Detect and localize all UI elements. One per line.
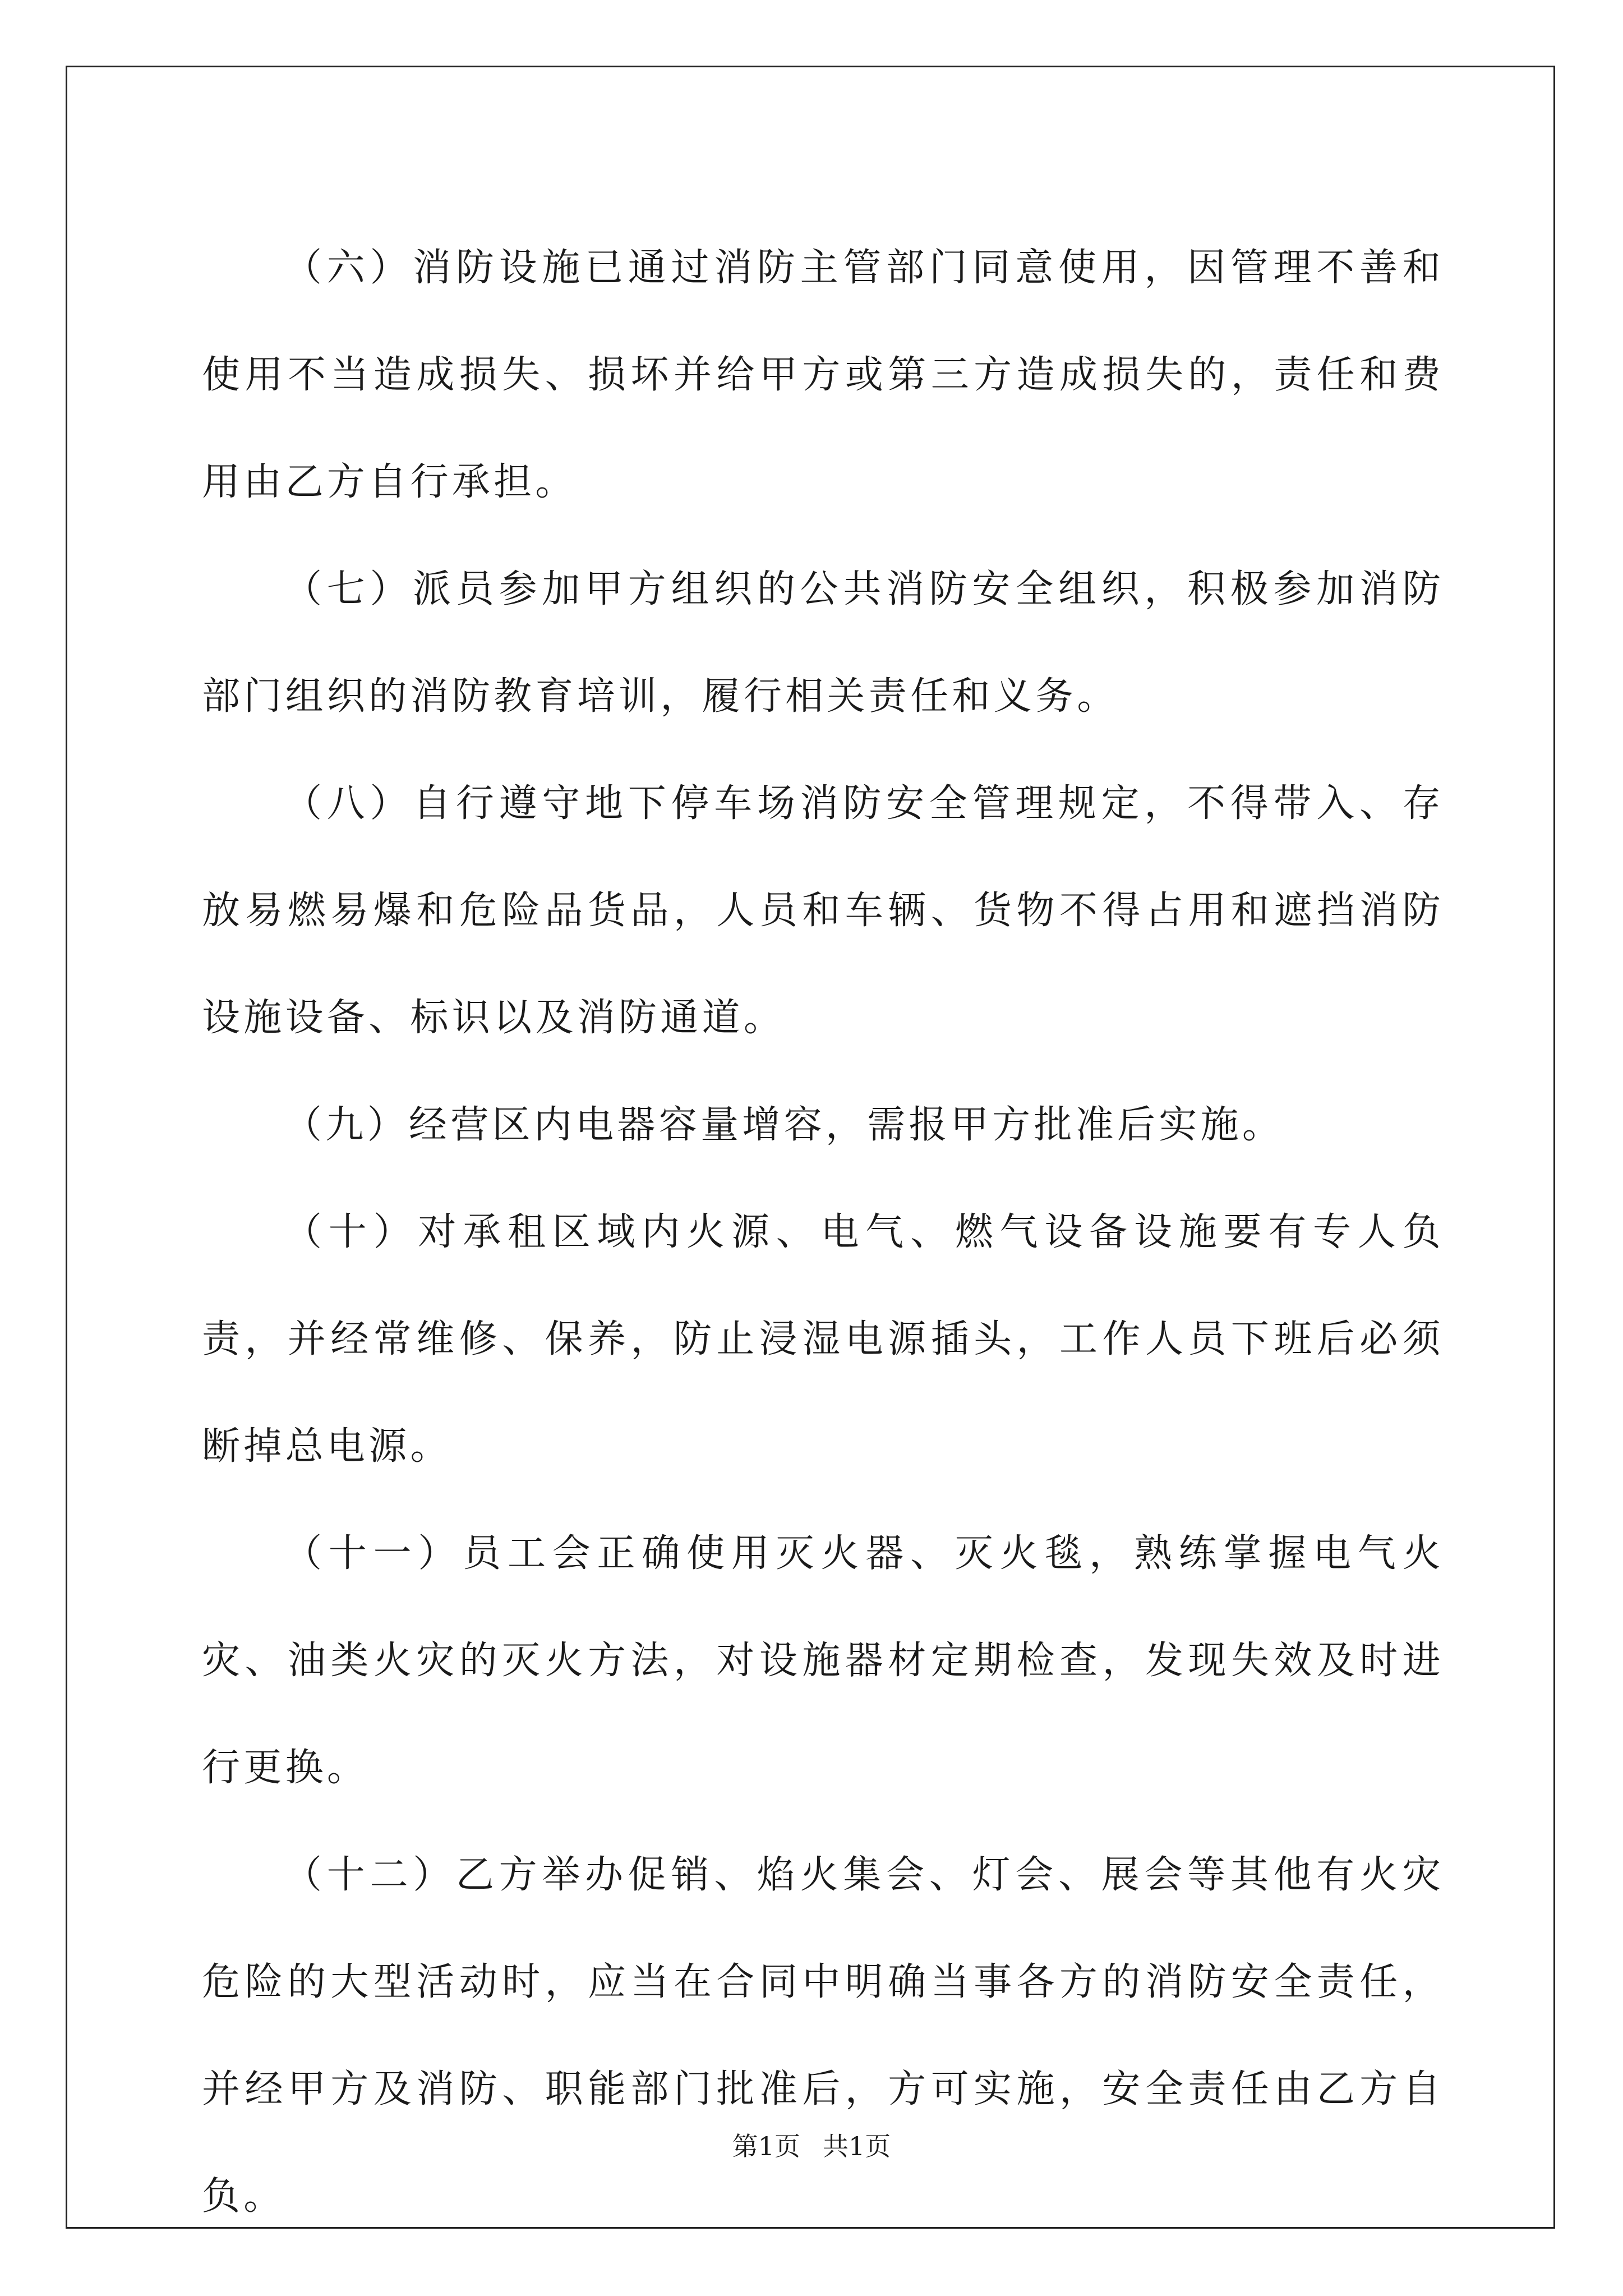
paragraph-8: （八）自行遵守地下停车场消防安全管理规定，不得带入、存放易燃易爆和危险品货品，人员和车辆、货物不得占用和遮挡消防设施设备、标识以及消防通道。	[202, 781, 1444, 1040]
paragraph-10: （十）对承租区域内火源、电气、燃气设备设施要有专人负责，并经常维修、保养，防止浸湿电源插头，工作人员下班后必须断掉总电源。	[202, 1210, 1444, 1469]
page-footer	[0, 2126, 1623, 2163]
paragraph-9: （九）经营区内电器容量增容，需报甲方批准后实施。	[284, 1103, 1284, 1147]
paragraph-7: （七）派员参加甲方组织的公共消防安全组织，积极参加消防部门组织的消防教育培训，履行相关责任和义务。	[202, 567, 1444, 719]
paragraph-11: （十一）员工会正确使用灭火器、灭火毯，熟练掌握电气火灾、油类火灾的灭火方法，对设施器材定期检查，发现失效及时进行更换。	[202, 1531, 1444, 1790]
paragraph-6: （六）消防设施已通过消防主管部门同意使用，因管理不善和使用不当造成损失、损坏并给甲方或第三方造成损失的，责任和费用由乙方自行承担。	[202, 246, 1444, 504]
page-current: 第1页	[732, 2131, 800, 2161]
page-total: 共1页	[823, 2131, 891, 2161]
document-body	[202, 214, 1444, 2250]
paragraph-12: （十二）乙方举办促销、焰火集会、灯会、展会等其他有火灾危险的大型活动时，应当在合同中明确当事各方的消防安全责任，并经甲方及消防、职能部门批准后，方可实施，安全责任由乙方自负。	[202, 1853, 1444, 2219]
